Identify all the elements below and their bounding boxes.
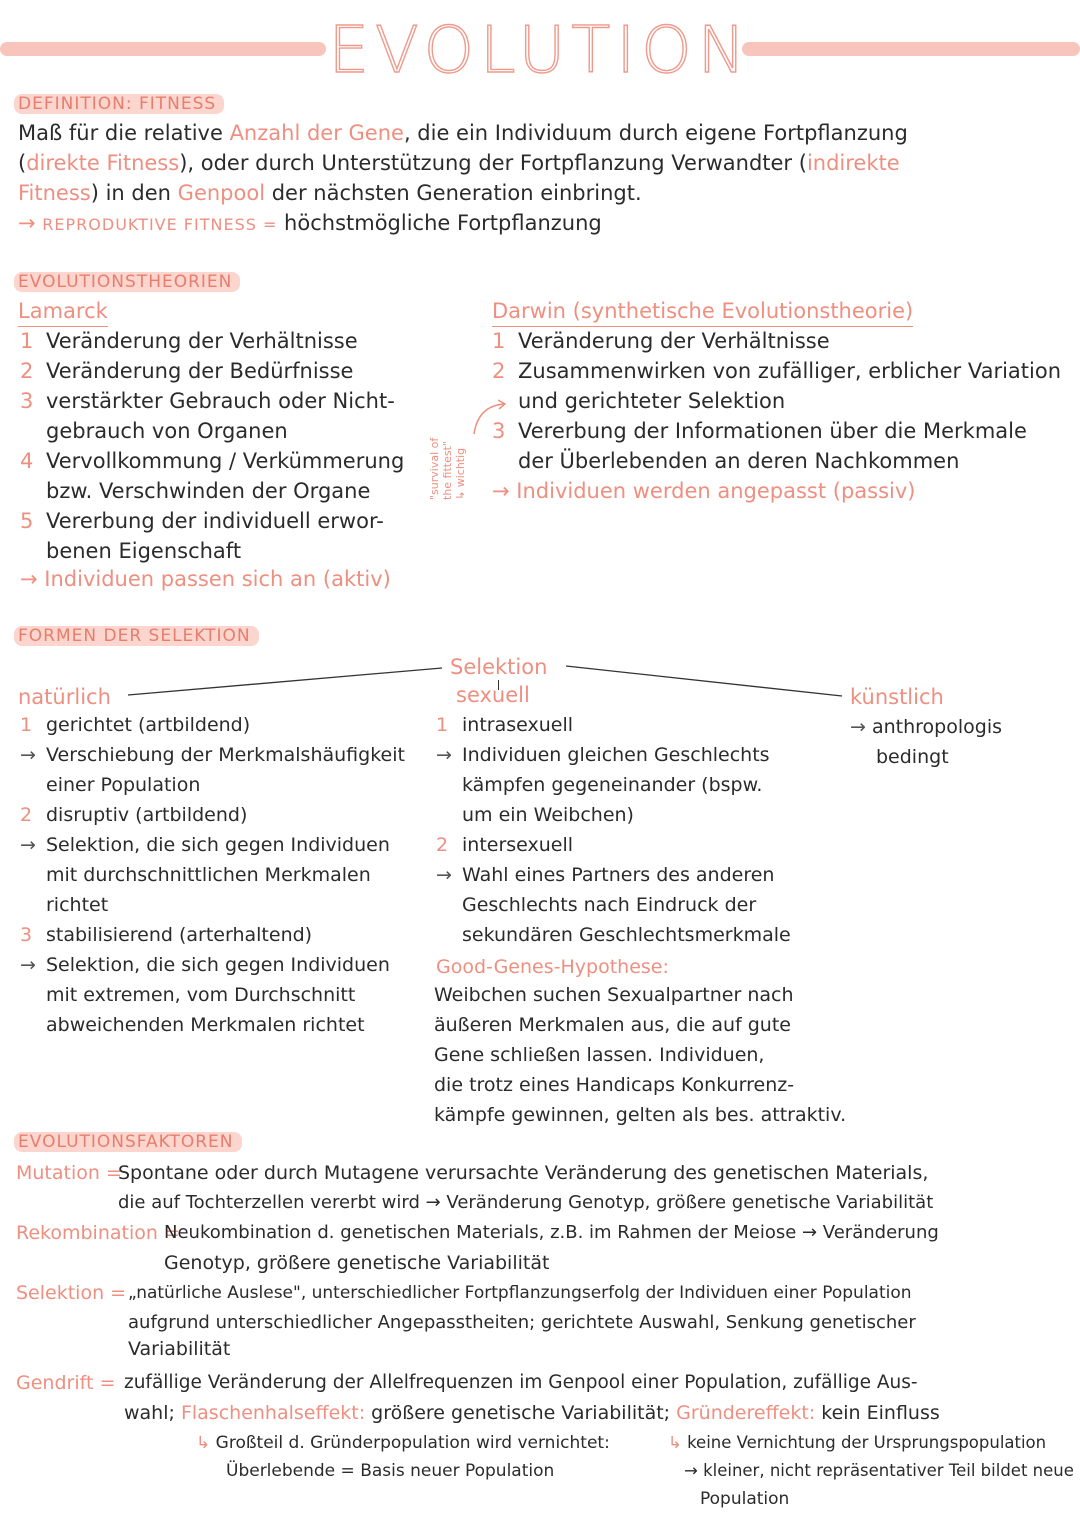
list-item (20, 950, 405, 980)
list-item-text: stabilisierend (arterhaltend) (46, 924, 313, 946)
darwin-title: Darwin (synthetische Evolutionstheorie) (492, 296, 913, 327)
selection-root: Selektion (450, 655, 548, 679)
list-item-text: einer Population (46, 774, 201, 796)
list-item-text: mit extremen, vom Durchschnitt (46, 984, 356, 1006)
artificial-line-2: bedingt (876, 746, 949, 768)
list-item-marker: 3 (20, 389, 34, 413)
natural-label: natürlich (18, 685, 111, 709)
list-item (20, 476, 404, 506)
list-item-text: Vervollkommung / Verkümmerung (46, 449, 405, 473)
list-item-marker: 2 (20, 359, 34, 383)
list-item-marker: 4 (20, 449, 34, 473)
list-item (20, 446, 404, 476)
list-item-text: Selektion, die sich gegen Individuen (46, 834, 390, 856)
drift-text-1: zufällige Veränderung der Allelfrequenzen im Genpool einer Population, zufällige Aus- (124, 1372, 918, 1393)
fitness-line-3: Fitness) in den Genpool der nächsten Generation einbringt. (18, 181, 642, 205)
list-item-marker: → (20, 954, 36, 976)
list-item-text: um ein Weibchen) (462, 804, 634, 826)
page-title: EVOLUTION (328, 14, 752, 88)
recombination-text-2: Genotyp, größere genetische Variabilität (164, 1252, 550, 1274)
list-item (20, 920, 405, 950)
list-item-text: Veränderung der Bedürfnisse (46, 359, 354, 383)
list-item (492, 326, 1061, 356)
list-item-text: Veränderung der Verhältnisse (518, 329, 830, 353)
list-item (492, 356, 1061, 386)
list-item-marker: → (20, 744, 36, 766)
list-item-text: Selektion, die sich gegen Individuen (46, 954, 390, 976)
list-item-text: bzw. Verschwinden der Organe (46, 479, 371, 503)
hypothesis-line: Weibchen suchen Sexualpartner nach (434, 984, 794, 1006)
list-item-marker: 2 (492, 359, 506, 383)
sexual-list (436, 710, 791, 950)
founder-text-2: → kleiner, nicht repräsentativer Teil bildet neue (684, 1461, 1074, 1480)
sexual-label: sexuell (456, 683, 530, 707)
list-item-marker: 1 (492, 329, 506, 353)
list-item (20, 326, 404, 356)
fitness-line-1: Maß für die relative Anzahl der Gene, die ein Individuum durch eigene Fortpflanzung (18, 121, 908, 145)
list-item-text: Geschlechts nach Eindruck der (462, 894, 757, 916)
list-item-marker: 5 (20, 509, 34, 533)
artificial-label: künstlich (850, 685, 944, 709)
drift-term: Gendrift = (16, 1372, 116, 1394)
hypothesis-line: kämpfe gewinnen, gelten als bes. attraktiv. (434, 1104, 847, 1126)
list-item (436, 770, 791, 800)
selection-tree-lines (0, 650, 1080, 710)
list-item-marker: → (436, 864, 452, 886)
list-item-marker: 2 (436, 834, 449, 856)
mutation-text-1: Spontane oder durch Mutagene verursachte Veränderung des genetischen Materials, (118, 1162, 929, 1184)
selection-text-3: Variabilität (128, 1338, 231, 1360)
list-item-text: intrasexuell (462, 714, 574, 736)
darwin-conclusion: → Individuen werden angepasst (passiv) (492, 479, 916, 503)
list-item (436, 800, 791, 830)
list-item (492, 446, 1061, 476)
fitness-line-2: (direkte Fitness), oder durch Unterstützung der Fortpflanzung Verwandter (indirekte (18, 151, 900, 175)
hypothesis-line: Gene schließen lassen. Individuen, (434, 1044, 765, 1066)
list-item (20, 356, 404, 386)
list-item-marker: 1 (20, 329, 34, 353)
artificial-line-1: → anthropologis (850, 716, 1002, 738)
list-item-text: mit durchschnittlichen Merkmalen (46, 864, 371, 886)
list-item-text: Vererbung der Informationen über die Merkmale (518, 419, 1027, 443)
survival-note: "survival of the fittest" ↳ wichtig (428, 437, 467, 500)
list-item-text: Vererbung der individuell erwor- (46, 509, 384, 533)
bottleneck-text-1: ↳ Großteil d. Gründerpopulation wird vernichtet: (196, 1433, 610, 1453)
good-genes-title: Good-Genes-Hypothese: (436, 956, 669, 978)
mutation-term: Mutation = (16, 1162, 122, 1184)
list-item (20, 506, 404, 536)
list-item (20, 536, 404, 566)
list-item-text: Individuen gleichen Geschlechts (462, 744, 770, 766)
list-item-text: benen Eigenschaft (46, 539, 242, 563)
selection-term: Selektion = (16, 1282, 127, 1304)
selection-text-1: „natürliche Auslese", unterschiedlicher Fortpflanzungserfolg der Individuen einer Population (128, 1283, 912, 1303)
list-item-text: disruptiv (artbildend) (46, 804, 248, 826)
list-item (436, 710, 791, 740)
list-item-marker: 1 (436, 714, 449, 736)
hypothesis-line: äußeren Merkmalen aus, die auf gute (434, 1014, 791, 1036)
list-item (20, 890, 405, 920)
lamarck-conclusion: → Individuen passen sich an (aktiv) (20, 567, 391, 591)
list-item-text: Veränderung der Verhältnisse (46, 329, 358, 353)
factors-heading: EVOLUTIONSFAKTOREN (14, 1132, 242, 1152)
list-item (20, 980, 405, 1010)
list-item-text: Wahl eines Partners des anderen (462, 864, 775, 886)
list-item-text: verstärkter Gebrauch oder Nicht- (46, 389, 395, 413)
mutation-text-2: die auf Tochterzellen vererbt wird → Veränderung Genotyp, größere genetische Variabilität (118, 1192, 934, 1213)
theories-heading: EVOLUTIONSTHEORIEN (14, 272, 240, 292)
list-item-marker: 3 (20, 924, 33, 946)
list-item-text: sekundären Geschlechtsmerkmale (462, 924, 791, 946)
fitness-heading: DEFINITION: FITNESS (14, 94, 224, 114)
list-item (436, 740, 791, 770)
list-item-text: kämpfen gegeneinander (bspw. (462, 774, 763, 796)
list-item-text: der Überlebenden an deren Nachkommen (518, 449, 960, 473)
list-item (436, 860, 791, 890)
lamarck-title: Lamarck (18, 296, 108, 327)
list-item (20, 830, 405, 860)
list-item (20, 416, 404, 446)
list-item-marker: 3 (492, 419, 506, 443)
list-item (20, 860, 405, 890)
selection-heading: FORMEN DER SELEKTION (14, 626, 259, 646)
selection-text-2: aufgrund unterschiedlicher Angepasstheiten; gerichtete Auswahl, Senkung genetischer (128, 1312, 916, 1333)
bottleneck-text-2: Überlebende = Basis neuer Population (226, 1461, 555, 1481)
list-item-marker: 1 (20, 714, 33, 736)
natural-list (20, 710, 405, 1040)
founder-text-3: Population (700, 1489, 790, 1509)
list-item-text: und gerichteter Selektion (518, 389, 786, 413)
list-item-text: abweichenden Merkmalen richtet (46, 1014, 365, 1036)
list-item (492, 416, 1061, 446)
list-item-text: Verschiebung der Merkmalshäufigkeit (46, 744, 405, 766)
list-item (492, 386, 1061, 416)
lamarck-list (20, 326, 404, 566)
list-item (436, 920, 791, 950)
list-item (20, 740, 405, 770)
list-item-marker: → (20, 834, 36, 856)
list-item (436, 830, 791, 860)
list-item-text: Zusammenwirken von zufälliger, erblicher Variation (518, 359, 1062, 383)
list-item-text: intersexuell (462, 834, 574, 856)
good-genes-text (434, 980, 846, 1130)
list-item-marker: 2 (20, 804, 33, 826)
list-item-text: gebrauch von Organen (46, 419, 288, 443)
drift-text-2: wahl; Flaschenhalseffekt: größere genetische Variabilität; Gründereffekt: kein Einfluss (124, 1402, 940, 1424)
darwin-list (492, 326, 1061, 476)
recombination-term: Rekombination = (16, 1222, 180, 1244)
list-item-text: gerichtet (artbildend) (46, 714, 251, 736)
list-item (436, 890, 791, 920)
list-item (20, 800, 405, 830)
list-item-marker: → (436, 744, 452, 766)
list-item-text: richtet (46, 894, 109, 916)
list-item (20, 770, 405, 800)
list-item (20, 386, 404, 416)
list-item (20, 1010, 405, 1040)
hypothesis-line: die trotz eines Handicaps Konkurrenz- (434, 1074, 795, 1096)
founder-text-1: ↳ keine Vernichtung der Ursprungspopulation (668, 1433, 1047, 1452)
list-item (20, 710, 405, 740)
recombination-text-1: Neukombination d. genetischen Materials, z.B. im Rahmen der Meiose → Veränderung (164, 1222, 939, 1243)
fitness-line-4: → REPRODUKTIVE FITNESS = höchstmögliche Fortpflanzung (18, 211, 602, 235)
